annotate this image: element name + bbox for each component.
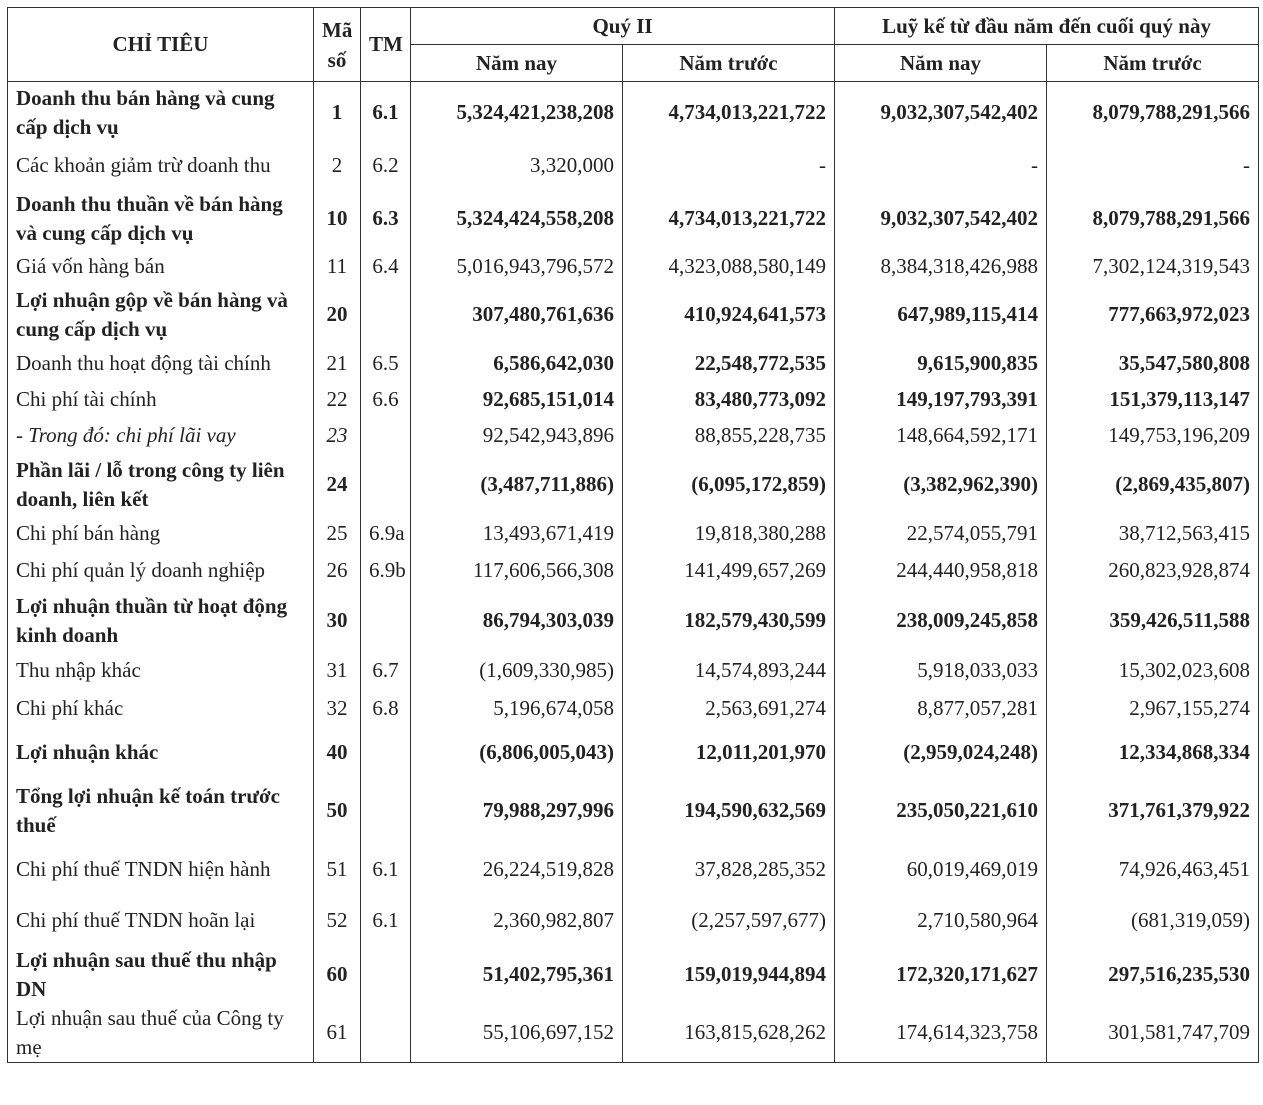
row-note <box>361 1004 411 1063</box>
ytd-this-year-value: - <box>835 144 1047 188</box>
quarter-this-year-value: (1,609,330,985) <box>411 652 623 690</box>
table-row <box>8 454 1259 516</box>
quarter-this-year-value: 5,196,674,058 <box>411 690 623 728</box>
row-note: 6.1 <box>361 82 411 144</box>
row-label: Lợi nhuận thuần từ hoạt động kinh doanh <box>8 590 314 652</box>
quarter-this-year-value: 6,586,642,030 <box>411 346 623 382</box>
ytd-last-year-value: 15,302,023,608 <box>1047 652 1259 690</box>
table-row <box>8 188 1259 250</box>
table-row <box>8 1004 1259 1063</box>
row-note: 6.9a <box>361 516 411 552</box>
row-code: 51 <box>314 844 361 896</box>
quarter-last-year-value: 14,574,893,244 <box>623 652 835 690</box>
row-code: 60 <box>314 946 361 1004</box>
quarter-last-year-value: 163,815,628,262 <box>623 1004 835 1063</box>
table-row <box>8 144 1259 188</box>
quarter-last-year-value: 141,499,657,269 <box>623 552 835 590</box>
row-code: 32 <box>314 690 361 728</box>
row-code: 61 <box>314 1004 361 1063</box>
quarter-last-year-value: 88,855,228,735 <box>623 418 835 454</box>
row-note <box>361 590 411 652</box>
quarter-last-year-value: 4,734,013,221,722 <box>623 188 835 250</box>
table-row <box>8 946 1259 1004</box>
quarter-last-year-value: 2,563,691,274 <box>623 690 835 728</box>
quarter-this-year-value: 26,224,519,828 <box>411 844 623 896</box>
quarter-this-year-value: 3,320,000 <box>411 144 623 188</box>
ytd-last-year-value: 151,379,113,147 <box>1047 382 1259 418</box>
ytd-this-year-value: 22,574,055,791 <box>835 516 1047 552</box>
table-body <box>8 82 1259 1063</box>
row-code: 2 <box>314 144 361 188</box>
row-note <box>361 284 411 346</box>
row-code: 1 <box>314 82 361 144</box>
quarter-this-year-value: 2,360,982,807 <box>411 896 623 946</box>
table-header <box>8 8 1259 82</box>
ytd-this-year-value: 60,019,469,019 <box>835 844 1047 896</box>
header-quarter-group: Quý II <box>411 8 835 45</box>
row-note: 6.4 <box>361 250 411 284</box>
quarter-last-year-value: 37,828,285,352 <box>623 844 835 896</box>
table-row <box>8 590 1259 652</box>
ytd-last-year-value: 7,302,124,319,543 <box>1047 250 1259 284</box>
quarter-last-year-value: 194,590,632,569 <box>623 778 835 844</box>
ytd-this-year-value: 8,877,057,281 <box>835 690 1047 728</box>
ytd-this-year-value: 238,009,245,858 <box>835 590 1047 652</box>
row-code: 30 <box>314 590 361 652</box>
row-code: 11 <box>314 250 361 284</box>
quarter-this-year-value: (3,487,711,886) <box>411 454 623 516</box>
row-code: 10 <box>314 188 361 250</box>
ytd-this-year-value: 174,614,323,758 <box>835 1004 1047 1063</box>
ytd-last-year-value: 777,663,972,023 <box>1047 284 1259 346</box>
ytd-last-year-value: 12,334,868,334 <box>1047 728 1259 778</box>
quarter-this-year-value: (6,806,005,043) <box>411 728 623 778</box>
ytd-this-year-value: (3,382,962,390) <box>835 454 1047 516</box>
row-note: 6.1 <box>361 896 411 946</box>
ytd-last-year-value: 149,753,196,209 <box>1047 418 1259 454</box>
ytd-this-year-value: (2,959,024,248) <box>835 728 1047 778</box>
table-row <box>8 778 1259 844</box>
row-code: 31 <box>314 652 361 690</box>
ytd-last-year-value: - <box>1047 144 1259 188</box>
row-label: Chi phí quản lý doanh nghiệp <box>8 552 314 590</box>
ytd-this-year-value: 9,032,307,542,402 <box>835 188 1047 250</box>
ytd-last-year-value: 297,516,235,530 <box>1047 946 1259 1004</box>
ytd-last-year-value: 8,079,788,291,566 <box>1047 188 1259 250</box>
row-note: 6.6 <box>361 382 411 418</box>
row-label: Lợi nhuận gộp về bán hàng và cung cấp dịch vụ <box>8 284 314 346</box>
ytd-this-year-value: 2,710,580,964 <box>835 896 1047 946</box>
row-note: 6.5 <box>361 346 411 382</box>
row-note: 6.9b <box>361 552 411 590</box>
quarter-last-year-value: (6,095,172,859) <box>623 454 835 516</box>
row-label: Thu nhập khác <box>8 652 314 690</box>
quarter-this-year-value: 5,324,424,558,208 <box>411 188 623 250</box>
ytd-last-year-value: 359,426,511,588 <box>1047 590 1259 652</box>
ytd-this-year-value: 9,615,900,835 <box>835 346 1047 382</box>
row-label: Doanh thu bán hàng và cung cấp dịch vụ <box>8 82 314 144</box>
row-label: Giá vốn hàng bán <box>8 250 314 284</box>
header-ytd-this-year: Năm nay <box>835 45 1047 82</box>
quarter-last-year-value: 83,480,773,092 <box>623 382 835 418</box>
ytd-last-year-value: 371,761,379,922 <box>1047 778 1259 844</box>
ytd-this-year-value: 172,320,171,627 <box>835 946 1047 1004</box>
row-note: 6.8 <box>361 690 411 728</box>
ytd-this-year-value: 647,989,115,414 <box>835 284 1047 346</box>
row-code: 26 <box>314 552 361 590</box>
row-note: 6.7 <box>361 652 411 690</box>
row-label: Lợi nhuận khác <box>8 728 314 778</box>
quarter-this-year-value: 79,988,297,996 <box>411 778 623 844</box>
table-row <box>8 690 1259 728</box>
row-code: 50 <box>314 778 361 844</box>
table-row <box>8 652 1259 690</box>
quarter-last-year-value: 159,019,944,894 <box>623 946 835 1004</box>
quarter-last-year-value: - <box>623 144 835 188</box>
table-row <box>8 250 1259 284</box>
row-note: 6.1 <box>361 844 411 896</box>
row-note <box>361 778 411 844</box>
ytd-this-year-value: 235,050,221,610 <box>835 778 1047 844</box>
row-code: 20 <box>314 284 361 346</box>
row-label: Chi phí thuế TNDN hiện hành <box>8 844 314 896</box>
ytd-last-year-value: 8,079,788,291,566 <box>1047 82 1259 144</box>
quarter-this-year-value: 55,106,697,152 <box>411 1004 623 1063</box>
quarter-last-year-value: 19,818,380,288 <box>623 516 835 552</box>
quarter-this-year-value: 51,402,795,361 <box>411 946 623 1004</box>
ytd-this-year-value: 9,032,307,542,402 <box>835 82 1047 144</box>
table-row <box>8 516 1259 552</box>
quarter-this-year-value: 307,480,761,636 <box>411 284 623 346</box>
row-code: 22 <box>314 382 361 418</box>
row-label: Chi phí tài chính <box>8 382 314 418</box>
row-label: Các khoản giảm trừ doanh thu <box>8 144 314 188</box>
quarter-this-year-value: 5,016,943,796,572 <box>411 250 623 284</box>
row-note: 6.3 <box>361 188 411 250</box>
quarter-this-year-value: 13,493,671,419 <box>411 516 623 552</box>
ytd-this-year-value: 148,664,592,171 <box>835 418 1047 454</box>
row-note <box>361 454 411 516</box>
header-tm: TM <box>361 8 411 82</box>
ytd-this-year-value: 149,197,793,391 <box>835 382 1047 418</box>
ytd-last-year-value: (2,869,435,807) <box>1047 454 1259 516</box>
table-row <box>8 728 1259 778</box>
row-label: Phần lãi / lỗ trong công ty liên doanh, liên kết <box>8 454 314 516</box>
table-row <box>8 346 1259 382</box>
quarter-last-year-value: 12,011,201,970 <box>623 728 835 778</box>
header-quarter-this-year: Năm nay <box>411 45 623 82</box>
row-code: 25 <box>314 516 361 552</box>
quarter-this-year-value: 92,685,151,014 <box>411 382 623 418</box>
quarter-last-year-value: 4,734,013,221,722 <box>623 82 835 144</box>
header-chi-tieu: CHỈ TIÊU <box>8 8 314 82</box>
row-label: Tổng lợi nhuận kế toán trước thuế <box>8 778 314 844</box>
row-note: 6.2 <box>361 144 411 188</box>
row-note <box>361 728 411 778</box>
row-label: - Trong đó: chi phí lãi vay <box>8 418 314 454</box>
row-note <box>361 946 411 1004</box>
table-row <box>8 844 1259 896</box>
ytd-last-year-value: 260,823,928,874 <box>1047 552 1259 590</box>
row-code: 21 <box>314 346 361 382</box>
quarter-last-year-value: 410,924,641,573 <box>623 284 835 346</box>
ytd-last-year-value: 35,547,580,808 <box>1047 346 1259 382</box>
table-row <box>8 418 1259 454</box>
row-code: 23 <box>314 418 361 454</box>
ytd-last-year-value: 301,581,747,709 <box>1047 1004 1259 1063</box>
quarter-this-year-value: 5,324,421,238,208 <box>411 82 623 144</box>
row-label: Chi phí thuế TNDN hoãn lại <box>8 896 314 946</box>
row-label: Doanh thu thuần về bán hàng và cung cấp dịch vụ <box>8 188 314 250</box>
row-label: Lợi nhuận sau thuế thu nhập DN <box>8 946 314 1004</box>
row-label: Doanh thu hoạt động tài chính <box>8 346 314 382</box>
ytd-last-year-value: 2,967,155,274 <box>1047 690 1259 728</box>
ytd-last-year-value: 74,926,463,451 <box>1047 844 1259 896</box>
income-statement-table <box>7 7 1259 1063</box>
row-code: 40 <box>314 728 361 778</box>
table-row <box>8 896 1259 946</box>
row-label: Chi phí bán hàng <box>8 516 314 552</box>
quarter-last-year-value: 22,548,772,535 <box>623 346 835 382</box>
row-label: Lợi nhuận sau thuế của Công ty mẹ <box>8 1004 314 1063</box>
quarter-this-year-value: 86,794,303,039 <box>411 590 623 652</box>
ytd-this-year-value: 5,918,033,033 <box>835 652 1047 690</box>
table-row <box>8 284 1259 346</box>
header-ma-so: Mã số <box>314 8 361 82</box>
quarter-last-year-value: 182,579,430,599 <box>623 590 835 652</box>
table-row <box>8 82 1259 144</box>
row-label: Chi phí khác <box>8 690 314 728</box>
ytd-this-year-value: 244,440,958,818 <box>835 552 1047 590</box>
header-quarter-last-year: Năm trước <box>623 45 835 82</box>
header-ytd-group: Luỹ kế từ đầu năm đến cuối quý này <box>835 8 1259 45</box>
quarter-last-year-value: (2,257,597,677) <box>623 896 835 946</box>
ytd-last-year-value: (681,319,059) <box>1047 896 1259 946</box>
quarter-this-year-value: 117,606,566,308 <box>411 552 623 590</box>
table-row <box>8 552 1259 590</box>
row-note <box>361 418 411 454</box>
quarter-last-year-value: 4,323,088,580,149 <box>623 250 835 284</box>
quarter-this-year-value: 92,542,943,896 <box>411 418 623 454</box>
table-row <box>8 382 1259 418</box>
row-code: 24 <box>314 454 361 516</box>
ytd-this-year-value: 8,384,318,426,988 <box>835 250 1047 284</box>
row-code: 52 <box>314 896 361 946</box>
header-ytd-last-year: Năm trước <box>1047 45 1259 82</box>
ytd-last-year-value: 38,712,563,415 <box>1047 516 1259 552</box>
